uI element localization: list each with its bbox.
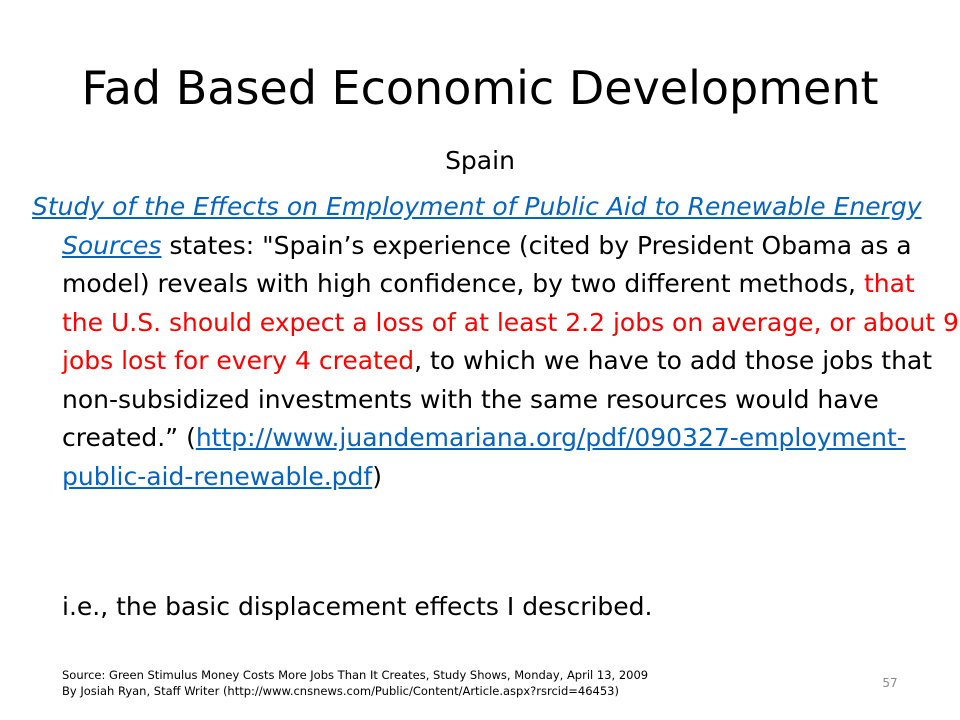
source-citation (62, 668, 648, 699)
source-line-2: By Josiah Ryan, Staff Writer (http://www.cnsnews.com/Public/Content/Article.aspx?rsrcid=46453) (62, 683, 619, 698)
body-text-3: ) (372, 461, 382, 491)
source-line-1: Source: Green Stimulus Money Costs More Jobs Than It Creates, Study Shows, Monday, April 13, 2009 (62, 668, 649, 682)
slide-subtitle: Spain (445, 146, 515, 175)
body-text-1: states: "Spain’s experience (cited by President Obama as a model) reveals with high confidence, by two different methods, (62, 230, 912, 298)
body-paragraph (32, 188, 960, 496)
highlighted-claim: that the U.S. should expect a loss of at least 2.2 jobs on average, or about 9 jobs lost for every 4 created (62, 269, 959, 375)
body-text-2: , to which we have to add those jobs that non-subsidized investments with the same resources would have created.” ( (62, 346, 933, 452)
ie-line: i.e., the basic displacement effects I described. (62, 592, 653, 621)
page-number: 57 (882, 676, 898, 690)
pdf-url-link[interactable]: http://www.juandemariana.org/pdf/090327-employment-public-aid-renewable.pdf (62, 423, 906, 491)
study-link[interactable]: Study of the Effects on Employment of Public Aid to Renewable Energy Sources (32, 192, 922, 260)
slide-title: Fad Based Economic Development (81, 61, 879, 115)
